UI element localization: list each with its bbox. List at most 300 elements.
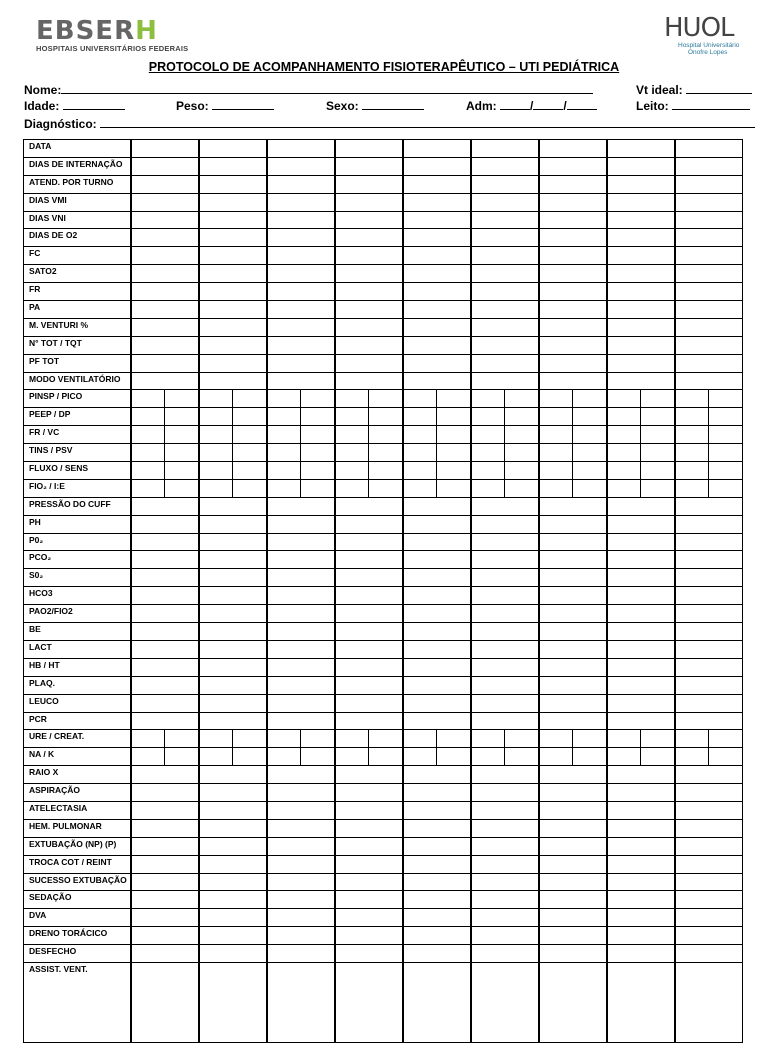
entry-cell[interactable] — [403, 676, 471, 694]
sexo-field[interactable] — [326, 98, 424, 113]
entry-cell[interactable] — [403, 426, 437, 444]
entry-cell[interactable] — [403, 229, 471, 247]
entry-cell[interactable] — [369, 730, 403, 748]
entry-cell[interactable] — [539, 873, 607, 891]
entry-cell[interactable] — [471, 909, 539, 927]
entry-cell[interactable] — [403, 623, 471, 641]
entry-cell[interactable] — [675, 748, 709, 766]
leito-field[interactable] — [636, 98, 750, 113]
entry-cell[interactable] — [471, 533, 539, 551]
entry-cell[interactable] — [403, 945, 471, 963]
entry-cell[interactable] — [675, 372, 743, 390]
entry-cell[interactable] — [471, 730, 505, 748]
entry-cell[interactable] — [607, 336, 675, 354]
entry-cell[interactable] — [199, 301, 267, 319]
entry-cell[interactable] — [335, 658, 403, 676]
entry-cell[interactable] — [471, 658, 539, 676]
entry-cell[interactable] — [165, 479, 199, 497]
entry-cell[interactable] — [199, 873, 267, 891]
entry-cell[interactable] — [199, 945, 267, 963]
entry-cell[interactable] — [335, 462, 369, 480]
entry-cell[interactable] — [335, 694, 403, 712]
entry-cell[interactable] — [131, 766, 199, 784]
entry-cell[interactable] — [301, 462, 335, 480]
entry-cell[interactable] — [539, 444, 573, 462]
entry-cell[interactable] — [267, 283, 335, 301]
vt-ideal-blank[interactable] — [686, 82, 752, 94]
entry-cell[interactable] — [335, 426, 369, 444]
entry-cell[interactable] — [131, 372, 199, 390]
entry-cell[interactable] — [131, 891, 199, 909]
entry-cell[interactable] — [607, 909, 675, 927]
entry-cell[interactable] — [335, 265, 403, 283]
nome-field[interactable] — [24, 82, 593, 97]
entry-cell[interactable] — [539, 766, 607, 784]
entry-cell[interactable] — [267, 301, 335, 319]
entry-cell[interactable] — [675, 479, 709, 497]
idade-blank[interactable] — [63, 98, 125, 110]
entry-cell[interactable] — [471, 587, 539, 605]
entry-cell[interactable] — [675, 640, 743, 658]
entry-cell[interactable] — [199, 479, 233, 497]
entry-cell[interactable] — [267, 623, 335, 641]
entry-cell[interactable] — [335, 569, 403, 587]
entry-cell[interactable] — [471, 623, 539, 641]
entry-cell[interactable] — [131, 318, 199, 336]
entry-cell[interactable] — [335, 175, 403, 193]
entry-cell[interactable] — [573, 426, 607, 444]
entry-cell[interactable] — [267, 372, 335, 390]
entry-cell[interactable] — [471, 676, 539, 694]
entry-cell[interactable] — [199, 658, 267, 676]
entry-cell[interactable] — [607, 927, 675, 945]
entry-cell[interactable] — [335, 730, 369, 748]
entry-cell[interactable] — [675, 444, 709, 462]
entry-cell[interactable] — [335, 605, 403, 623]
entry-cell[interactable] — [403, 962, 471, 1042]
entry-cell[interactable] — [131, 909, 199, 927]
entry-cell[interactable] — [607, 157, 675, 175]
entry-cell[interactable] — [607, 408, 641, 426]
entry-cell[interactable] — [675, 533, 743, 551]
entry-cell[interactable] — [199, 819, 267, 837]
entry-cell[interactable] — [199, 444, 233, 462]
entry-cell[interactable] — [301, 479, 335, 497]
entry-cell[interactable] — [335, 712, 403, 730]
entry-cell[interactable] — [267, 712, 335, 730]
entry-cell[interactable] — [471, 891, 539, 909]
entry-cell[interactable] — [335, 336, 403, 354]
entry-cell[interactable] — [335, 283, 403, 301]
entry-cell[interactable] — [675, 605, 743, 623]
entry-cell[interactable] — [199, 247, 267, 265]
entry-cell[interactable] — [267, 211, 335, 229]
entry-cell[interactable] — [607, 748, 641, 766]
entry-cell[interactable] — [131, 605, 199, 623]
entry-cell[interactable] — [267, 766, 335, 784]
entry-cell[interactable] — [131, 175, 199, 193]
entry-cell[interactable] — [335, 318, 403, 336]
entry-cell[interactable] — [403, 193, 471, 211]
entry-cell[interactable] — [471, 873, 539, 891]
entry-cell[interactable] — [335, 784, 403, 802]
entry-cell[interactable] — [369, 444, 403, 462]
entry-cell[interactable] — [267, 676, 335, 694]
entry-cell[interactable] — [131, 444, 165, 462]
entry-cell[interactable] — [131, 533, 199, 551]
entry-cell[interactable] — [607, 587, 675, 605]
entry-cell[interactable] — [607, 247, 675, 265]
entry-cell[interactable] — [131, 462, 165, 480]
entry-cell[interactable] — [403, 801, 471, 819]
entry-cell[interactable] — [199, 193, 267, 211]
entry-cell[interactable] — [641, 462, 675, 480]
entry-cell[interactable] — [165, 462, 199, 480]
entry-cell[interactable] — [131, 730, 165, 748]
entry-cell[interactable] — [675, 140, 743, 158]
entry-cell[interactable] — [335, 193, 403, 211]
entry-cell[interactable] — [675, 354, 743, 372]
entry-cell[interactable] — [539, 962, 607, 1042]
entry-cell[interactable] — [539, 193, 607, 211]
entry-cell[interactable] — [471, 927, 539, 945]
entry-cell[interactable] — [573, 479, 607, 497]
entry-cell[interactable] — [267, 640, 335, 658]
entry-cell[interactable] — [403, 587, 471, 605]
entry-cell[interactable] — [675, 909, 743, 927]
entry-cell[interactable] — [199, 515, 267, 533]
entry-cell[interactable] — [335, 676, 403, 694]
entry-cell[interactable] — [199, 569, 267, 587]
entry-cell[interactable] — [471, 551, 539, 569]
entry-cell[interactable] — [369, 390, 403, 408]
adm-year-blank[interactable] — [567, 98, 597, 110]
adm-month-blank[interactable] — [533, 98, 563, 110]
entry-cell[interactable] — [675, 873, 743, 891]
entry-cell[interactable] — [301, 444, 335, 462]
entry-cell[interactable] — [539, 301, 607, 319]
entry-cell[interactable] — [267, 426, 301, 444]
entry-cell[interactable] — [607, 569, 675, 587]
entry-cell[interactable] — [131, 140, 199, 158]
entry-cell[interactable] — [267, 479, 301, 497]
entry-cell[interactable] — [607, 605, 675, 623]
entry-cell[interactable] — [199, 623, 267, 641]
entry-cell[interactable] — [539, 211, 607, 229]
peso-blank[interactable] — [212, 98, 274, 110]
entry-cell[interactable] — [675, 318, 743, 336]
entry-cell[interactable] — [131, 694, 199, 712]
entry-cell[interactable] — [165, 426, 199, 444]
entry-cell[interactable] — [335, 140, 403, 158]
entry-cell[interactable] — [471, 444, 505, 462]
entry-cell[interactable] — [641, 479, 675, 497]
entry-cell[interactable] — [335, 640, 403, 658]
entry-cell[interactable] — [471, 462, 505, 480]
entry-cell[interactable] — [539, 837, 607, 855]
entry-cell[interactable] — [267, 318, 335, 336]
entry-cell[interactable] — [471, 372, 539, 390]
entry-cell[interactable] — [471, 801, 539, 819]
entry-cell[interactable] — [471, 265, 539, 283]
entry-cell[interactable] — [675, 927, 743, 945]
entry-cell[interactable] — [233, 408, 267, 426]
entry-cell[interactable] — [607, 855, 675, 873]
entry-cell[interactable] — [437, 408, 471, 426]
entry-cell[interactable] — [131, 801, 199, 819]
entry-cell[interactable] — [607, 801, 675, 819]
entry-cell[interactable] — [199, 372, 267, 390]
entry-cell[interactable] — [539, 265, 607, 283]
entry-cell[interactable] — [403, 175, 471, 193]
entry-cell[interactable] — [403, 390, 437, 408]
entry-cell[interactable] — [471, 157, 539, 175]
entry-cell[interactable] — [403, 372, 471, 390]
entry-cell[interactable] — [267, 336, 335, 354]
entry-cell[interactable] — [199, 927, 267, 945]
entry-cell[interactable] — [539, 426, 573, 444]
entry-cell[interactable] — [267, 462, 301, 480]
entry-cell[interactable] — [403, 211, 471, 229]
entry-cell[interactable] — [131, 265, 199, 283]
entry-cell[interactable] — [675, 569, 743, 587]
entry-cell[interactable] — [199, 229, 267, 247]
entry-cell[interactable] — [539, 945, 607, 963]
entry-cell[interactable] — [471, 247, 539, 265]
entry-cell[interactable] — [199, 283, 267, 301]
entry-cell[interactable] — [675, 962, 743, 1042]
entry-cell[interactable] — [131, 390, 165, 408]
entry-cell[interactable] — [709, 408, 743, 426]
entry-cell[interactable] — [471, 390, 505, 408]
entry-cell[interactable] — [505, 390, 539, 408]
entry-cell[interactable] — [471, 318, 539, 336]
entry-cell[interactable] — [199, 140, 267, 158]
entry-cell[interactable] — [539, 318, 607, 336]
entry-cell[interactable] — [199, 837, 267, 855]
entry-cell[interactable] — [165, 730, 199, 748]
entry-cell[interactable] — [335, 229, 403, 247]
entry-cell[interactable] — [267, 730, 301, 748]
entry-cell[interactable] — [471, 855, 539, 873]
entry-cell[interactable] — [267, 515, 335, 533]
entry-cell[interactable] — [471, 140, 539, 158]
entry-cell[interactable] — [471, 748, 505, 766]
entry-cell[interactable] — [607, 873, 675, 891]
entry-cell[interactable] — [471, 426, 505, 444]
entry-cell[interactable] — [199, 909, 267, 927]
entry-cell[interactable] — [267, 390, 301, 408]
entry-cell[interactable] — [675, 462, 709, 480]
entry-cell[interactable] — [199, 318, 267, 336]
entry-cell[interactable] — [403, 140, 471, 158]
entry-cell[interactable] — [335, 354, 403, 372]
entry-cell[interactable] — [471, 819, 539, 837]
entry-cell[interactable] — [607, 819, 675, 837]
entry-cell[interactable] — [675, 801, 743, 819]
entry-cell[interactable] — [199, 354, 267, 372]
entry-cell[interactable] — [403, 265, 471, 283]
entry-cell[interactable] — [607, 784, 675, 802]
entry-cell[interactable] — [131, 479, 165, 497]
entry-cell[interactable] — [709, 462, 743, 480]
entry-cell[interactable] — [131, 837, 199, 855]
entry-cell[interactable] — [539, 855, 607, 873]
entry-cell[interactable] — [131, 354, 199, 372]
entry-cell[interactable] — [131, 283, 199, 301]
entry-cell[interactable] — [607, 354, 675, 372]
entry-cell[interactable] — [267, 157, 335, 175]
entry-cell[interactable] — [335, 157, 403, 175]
entry-cell[interactable] — [573, 730, 607, 748]
adm-field[interactable]: Adm: / / — [466, 98, 597, 113]
entry-cell[interactable] — [267, 193, 335, 211]
entry-cell[interactable] — [267, 605, 335, 623]
entry-cell[interactable] — [335, 301, 403, 319]
entry-cell[interactable] — [335, 891, 403, 909]
entry-cell[interactable] — [539, 247, 607, 265]
entry-cell[interactable] — [641, 444, 675, 462]
entry-cell[interactable] — [437, 730, 471, 748]
entry-cell[interactable] — [335, 909, 403, 927]
entry-cell[interactable] — [131, 157, 199, 175]
entry-cell[interactable] — [199, 211, 267, 229]
entry-cell[interactable] — [437, 444, 471, 462]
entry-cell[interactable] — [607, 175, 675, 193]
entry-cell[interactable] — [267, 855, 335, 873]
entry-cell[interactable] — [641, 426, 675, 444]
entry-cell[interactable] — [505, 408, 539, 426]
entry-cell[interactable] — [335, 479, 369, 497]
entry-cell[interactable] — [573, 748, 607, 766]
entry-cell[interactable] — [335, 623, 403, 641]
entry-cell[interactable] — [675, 712, 743, 730]
entry-cell[interactable] — [301, 730, 335, 748]
entry-cell[interactable] — [539, 819, 607, 837]
entry-cell[interactable] — [539, 891, 607, 909]
leito-blank[interactable] — [672, 98, 750, 110]
entry-cell[interactable] — [199, 265, 267, 283]
entry-cell[interactable] — [335, 515, 403, 533]
entry-cell[interactable] — [471, 945, 539, 963]
entry-cell[interactable] — [267, 569, 335, 587]
entry-cell[interactable] — [267, 265, 335, 283]
entry-cell[interactable] — [267, 229, 335, 247]
entry-cell[interactable] — [675, 283, 743, 301]
entry-cell[interactable] — [471, 211, 539, 229]
entry-cell[interactable] — [675, 265, 743, 283]
entry-cell[interactable] — [675, 694, 743, 712]
nome-blank[interactable] — [61, 82, 593, 94]
entry-cell[interactable] — [471, 766, 539, 784]
entry-cell[interactable] — [607, 891, 675, 909]
entry-cell[interactable] — [199, 855, 267, 873]
entry-cell[interactable] — [675, 945, 743, 963]
entry-cell[interactable] — [607, 730, 641, 748]
entry-cell[interactable] — [131, 336, 199, 354]
entry-cell[interactable] — [675, 390, 709, 408]
entry-cell[interactable] — [335, 801, 403, 819]
entry-cell[interactable] — [675, 819, 743, 837]
entry-cell[interactable] — [539, 909, 607, 927]
entry-cell[interactable] — [539, 175, 607, 193]
entry-cell[interactable] — [335, 247, 403, 265]
entry-cell[interactable] — [403, 515, 471, 533]
entry-cell[interactable] — [675, 157, 743, 175]
diagnostico-blank[interactable] — [100, 116, 755, 128]
entry-cell[interactable] — [199, 426, 233, 444]
entry-cell[interactable] — [539, 730, 573, 748]
entry-cell[interactable] — [131, 962, 199, 1042]
entry-cell[interactable] — [131, 551, 199, 569]
entry-cell[interactable] — [675, 551, 743, 569]
entry-cell[interactable] — [403, 891, 471, 909]
entry-cell[interactable] — [131, 676, 199, 694]
entry-cell[interactable] — [607, 694, 675, 712]
entry-cell[interactable] — [675, 247, 743, 265]
entry-cell[interactable] — [403, 497, 471, 515]
entry-cell[interactable] — [607, 372, 675, 390]
entry-cell[interactable] — [607, 301, 675, 319]
entry-cell[interactable] — [539, 157, 607, 175]
entry-cell[interactable] — [131, 247, 199, 265]
entry-cell[interactable] — [301, 408, 335, 426]
entry-cell[interactable] — [165, 390, 199, 408]
entry-cell[interactable] — [607, 945, 675, 963]
entry-cell[interactable] — [539, 551, 607, 569]
entry-cell[interactable] — [233, 390, 267, 408]
entry-cell[interactable] — [607, 479, 641, 497]
entry-cell[interactable] — [471, 605, 539, 623]
entry-cell[interactable] — [403, 301, 471, 319]
entry-cell[interactable] — [131, 819, 199, 837]
entry-cell[interactable] — [403, 819, 471, 837]
entry-cell[interactable] — [267, 533, 335, 551]
entry-cell[interactable] — [369, 408, 403, 426]
entry-cell[interactable] — [335, 408, 369, 426]
entry-cell[interactable] — [267, 551, 335, 569]
entry-cell[interactable] — [403, 551, 471, 569]
entry-cell[interactable] — [437, 390, 471, 408]
entry-cell[interactable] — [335, 766, 403, 784]
entry-cell[interactable] — [471, 283, 539, 301]
entry-cell[interactable] — [539, 640, 607, 658]
entry-cell[interactable] — [607, 140, 675, 158]
entry-cell[interactable] — [403, 837, 471, 855]
entry-cell[interactable] — [539, 229, 607, 247]
entry-cell[interactable] — [335, 587, 403, 605]
entry-cell[interactable] — [471, 569, 539, 587]
entry-cell[interactable] — [471, 336, 539, 354]
entry-cell[interactable] — [539, 533, 607, 551]
entry-cell[interactable] — [131, 301, 199, 319]
entry-cell[interactable] — [267, 354, 335, 372]
entry-cell[interactable] — [403, 444, 437, 462]
entry-cell[interactable] — [471, 640, 539, 658]
entry-cell[interactable] — [675, 855, 743, 873]
entry-cell[interactable] — [641, 390, 675, 408]
entry-cell[interactable] — [675, 587, 743, 605]
entry-cell[interactable] — [335, 444, 369, 462]
entry-cell[interactable] — [267, 909, 335, 927]
entry-cell[interactable] — [675, 676, 743, 694]
entry-cell[interactable] — [471, 193, 539, 211]
entry-cell[interactable] — [675, 336, 743, 354]
entry-cell[interactable] — [607, 211, 675, 229]
entry-cell[interactable] — [675, 175, 743, 193]
entry-cell[interactable] — [403, 157, 471, 175]
entry-cell[interactable] — [675, 193, 743, 211]
